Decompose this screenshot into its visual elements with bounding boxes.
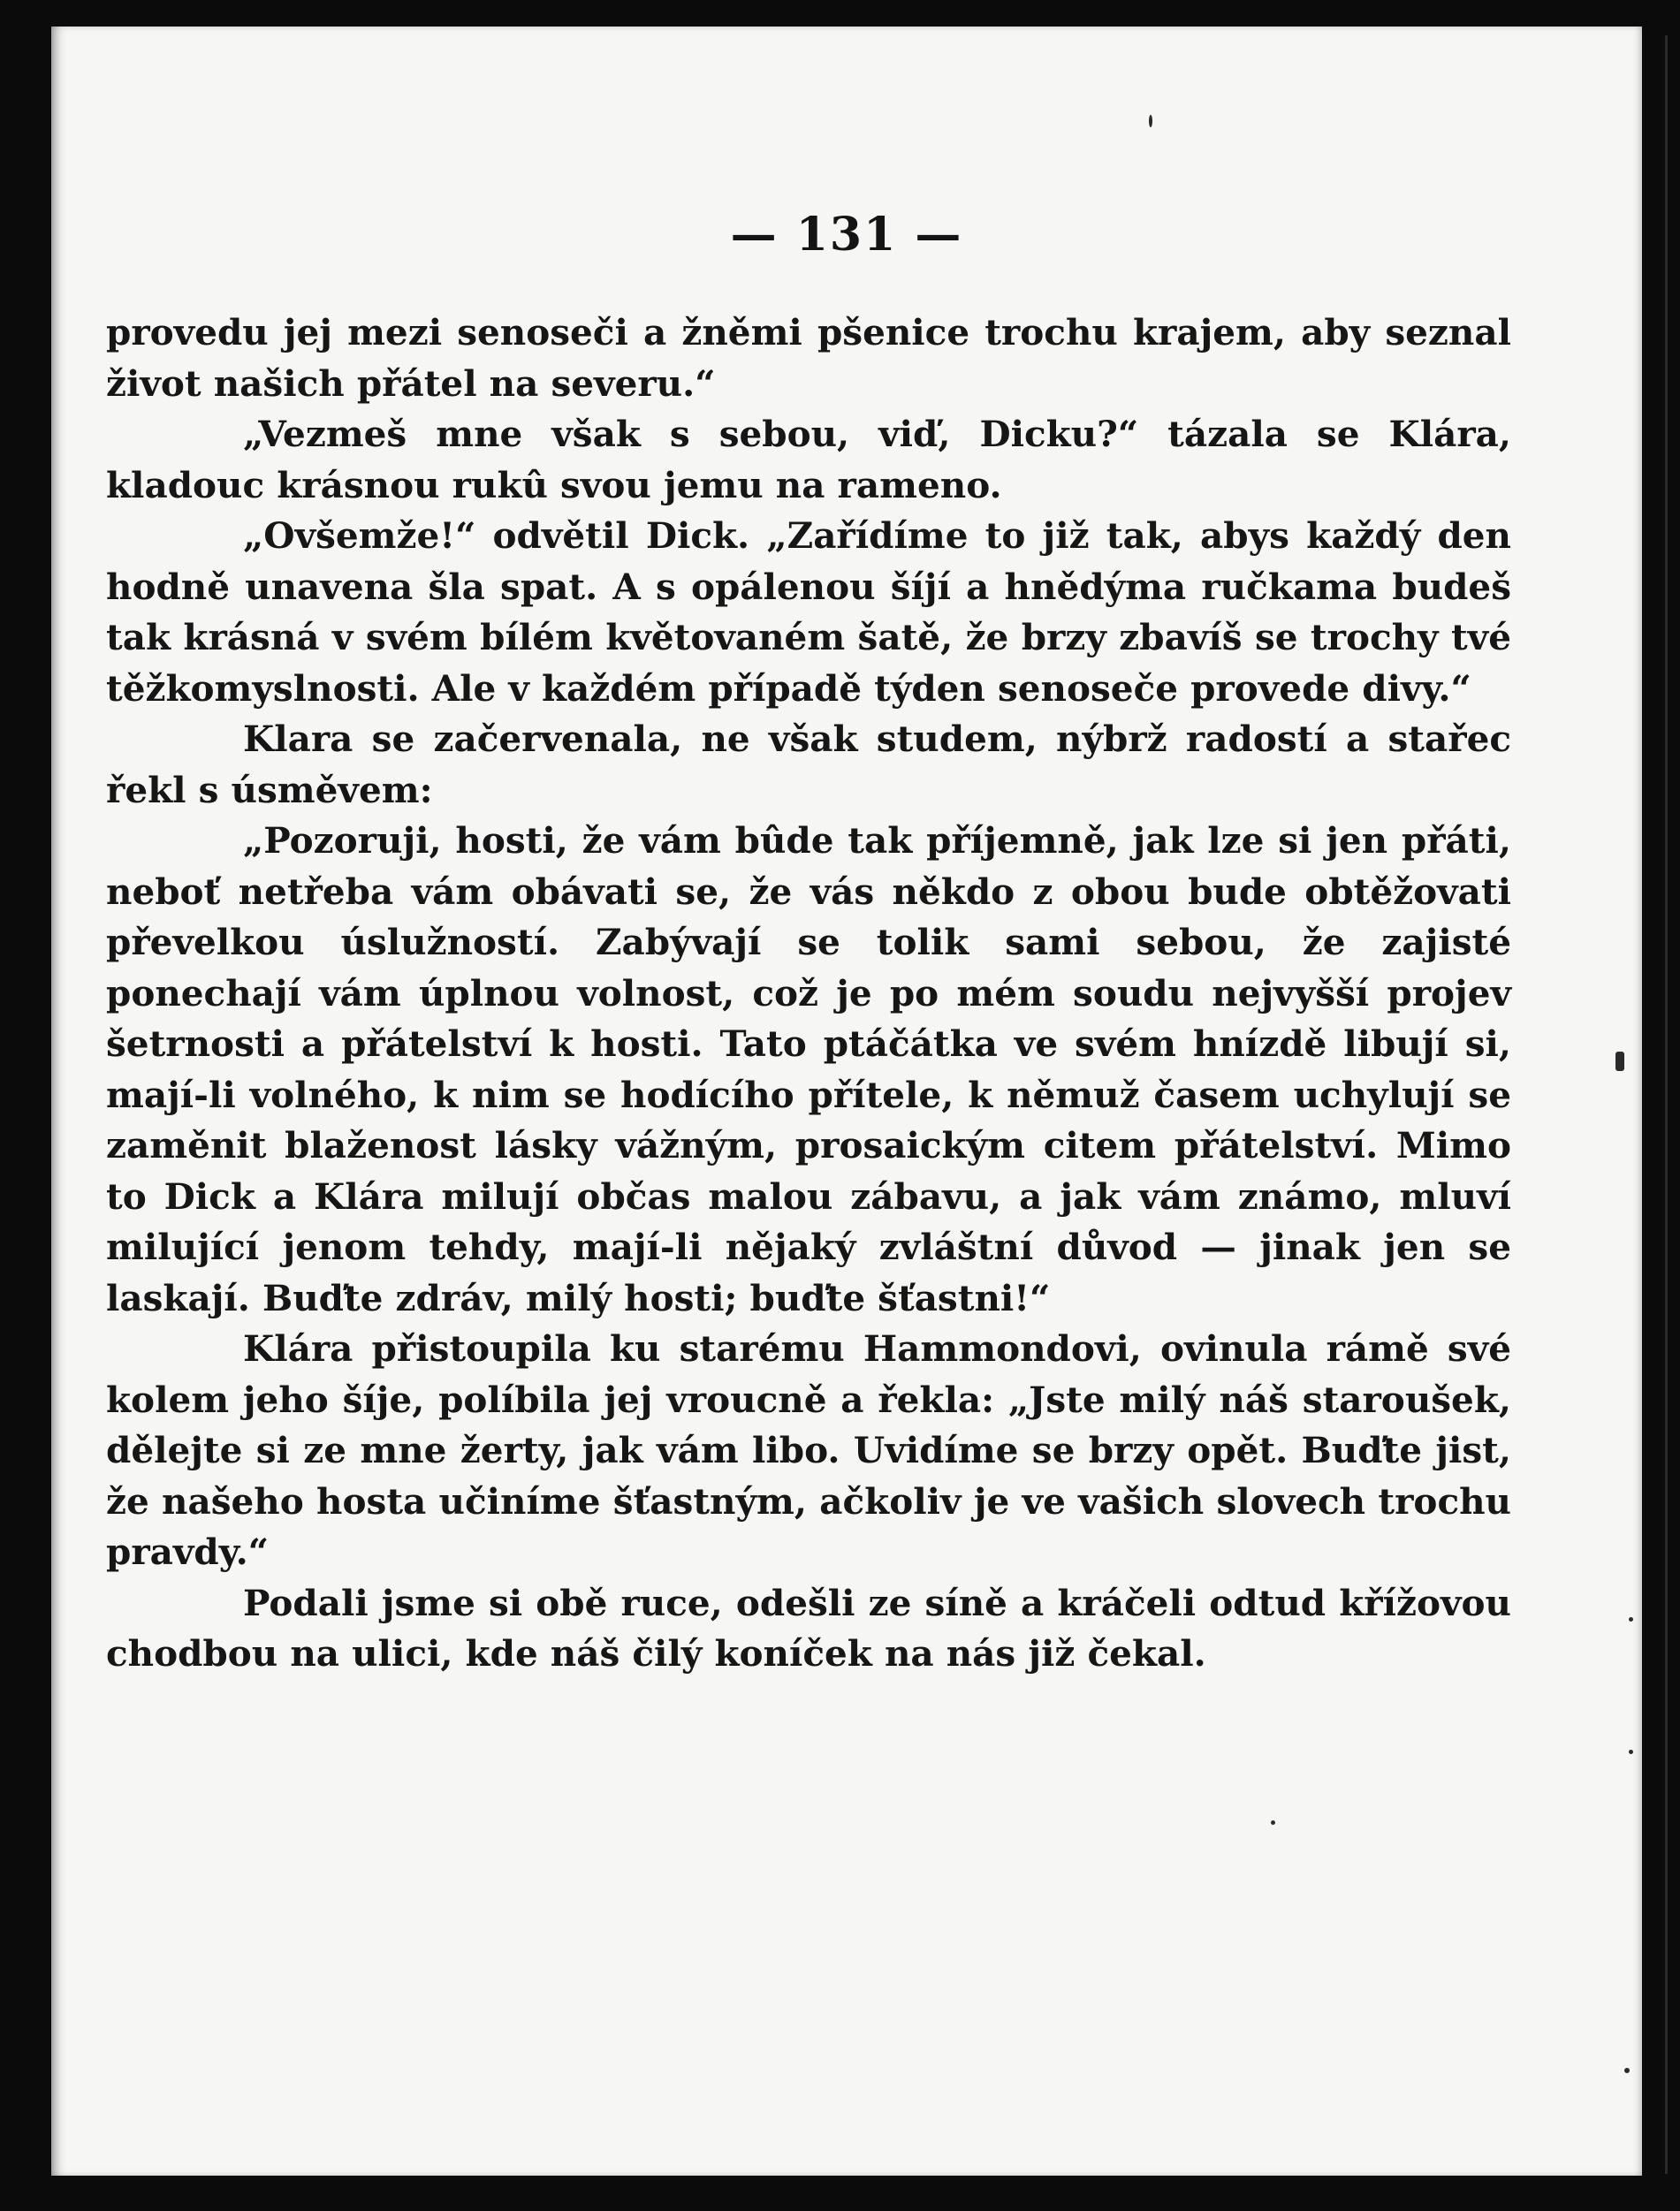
paragraph-4: Klara se začervenala, ne však studem, nýbrž radostí a stařec řekl s úsměvem: [106,718,1511,811]
book-page [51,27,1642,2176]
scan-speck [1615,1052,1624,1071]
body-text [106,308,1511,1680]
paragraph-1: provedu jej mezi senoseči a žněmi pšenice trochu krajem, aby seznal život našich přátel na severu.“ [106,311,1511,405]
paragraph-2: „Vezmeš mne však s sebou, viď, Dicku?“ tázala se Klára, kladouc krásnou rukû svou jemu na rameno. [106,413,1511,506]
paragraph-5: „Pozoruji, hosti, že vám bûde tak příjemně, jak lze si jen přáti, neboť netřeba vám obávati se, že vás někdo z obou bude obtěžovati převelkou úslužností. Zabývají se tolik sami sebou, že zajisté ponechají vám úplnou volnost, což je po mém soudu nejvyšší projev šetrnosti a přátelství k hosti. Tato ptáčátka ve svém hnízdě libují si, mají-li volného, k nim se hodícího přítele, k němuž časem uchylují se zaměnit blaženost lásky vážným, prosaickým citem přátelství. Mimo to Dick a Klára milují občas malou zábavu, a jak vám známo, mluví milující jenom tehdy, mají-li nějaký zvláštní důvod — jinak jen se laskají. Buďte zdráv, milý hosti; buďte šťastni!“ [106,819,1511,1319]
scan-speck [1271,1820,1275,1825]
scan-speck [1149,115,1152,127]
paragraph-3: „Ovšemže!“ odvětil Dick. „Zařídíme to již tak, abys každý den hodně unavena šla spat. A s opálenou šíjí a hnědýma ručkama budeš tak krásná v svém bílém květovaném šatě, že brzy zbavíš se trochy tvé těžkomyslnosti. Ale v každém případě týden senoseče provede divy.“ [106,514,1511,710]
paragraph-7: Podali jsme si obě ruce, odešli ze síně a kráčeli odtud křížovou chodbou na ulici, kde náš čilý koníček na nás již čekal. [106,1581,1511,1675]
paragraph-6: Klára přistoupila ku starému Hammondovi, ovinula rámě své kolem jeho šíje, políbila jej vroucně a řekla: „Jste milý náš staroušek, dělejte si ze mne žerty, jak vám libo. Uvidíme se brzy opět. Buďte jist, že našeho hosta učiníme šťastným, ačkoliv je ve vašich slovech trochu pravdy.“ [106,1327,1511,1573]
scan-speck [1624,2068,1630,2073]
scan-speck [1629,1617,1633,1622]
page-number: — 131 — [730,208,963,262]
page-edge [1665,35,1668,2174]
scan-speck [1629,1750,1633,1754]
